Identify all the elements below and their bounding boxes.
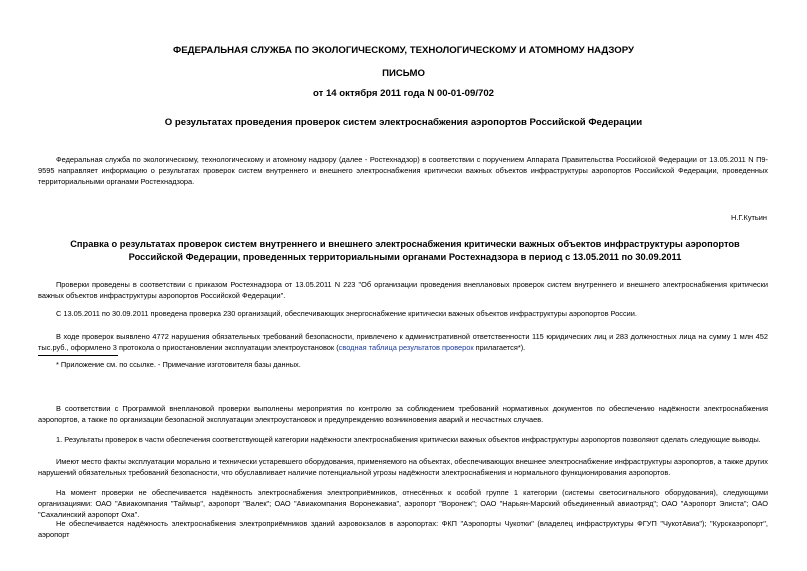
document-type: ПИСЬМО xyxy=(382,68,425,79)
paragraph-equipment: Имеют место факты эксплуатации морально и технически устаревшего оборудования, применяемого на объектах, обеспечивающих внешнее электроснабжение инфраструктуры аэропортов, а также других нарушений обязательных требований безопасности, что обуславливает наличие потенциальной угрозы надёжности электроснабжения и нормального функционирования аэропортов. xyxy=(38,457,768,477)
footnote-divider xyxy=(38,355,118,356)
signature: Н.Г.Кутьин xyxy=(731,213,767,222)
paragraph-orders: Проверки проведены в соответствии с приказом Ростехнадзора от 13.05.2011 N 223 "Об организации проведения внеплановых проверок систем внутреннего и внешнего электроснабжения критически важных объектов инфраструктуры аэропортов Российской Федерации". xyxy=(38,280,768,300)
violations-text: В ходе проверок выявлено 4772 нарушения обязательных требований безопасности, привлечено к административной ответственности 115 юридических лиц и 283 должностных лица на сумму 1 млн 452 тыс.руб., оформлено 3 протокола о приостановлении эксплуатации электроустановок ( xyxy=(38,332,768,352)
summary-table-link[interactable]: сводная таблица результатов проверок xyxy=(338,343,474,352)
paragraph-terminals: Не обеспечивается надёжность электроснабжения электроприёмников зданий аэровокзалов в аэропортах: ФКП "Аэропорты Чукотки" (владелец инфраструктуры ФГУП "ЧукотАвиа"); "Курскаэропорт", аэропорт xyxy=(38,519,768,539)
paragraph-reliability: На момент проверки не обеспечивается надёжность электроснабжения электроприёмников, отнесённых к особой группе 1 категории (системы светосигнального оборудования), следующими организациями: ОАО "Авиакомпания "Таймыр", аэропорт "Валек"; ОАО "Авиакомпания Воронежавиа", аэропорт "Воронеж"; ОАО "Нарьян-Марский объединенный авиаотряд"; ОАО "Аэропорт Элиста"; ОАО "Сахалинский аэропорт Оха". xyxy=(38,488,768,519)
reference-title: Справка о результатах проверок систем внутреннего и внешнего электроснабжения критически важных объектов инфраструктуры аэропортов Российской Федерации, проведенных территориальными органами Ростехнадзора в период с 13.05.2011 по 30.09.2011 xyxy=(70,239,740,262)
agency-heading: ФЕДЕРАЛЬНАЯ СЛУЖБА ПО ЭКОЛОГИЧЕСКОМУ, ТЕХНОЛОГИЧЕСКОМУ И АТОМНОМУ НАДЗОРУ xyxy=(173,45,634,56)
paragraph-scope: С 13.05.2011 по 30.09.2011 проведена проверка 230 организаций, обеспечивающих энергоснабжение критически важных объектов инфраструктуры аэропортов России. xyxy=(56,309,637,318)
document-subject: О результатах проведения проверок систем электроснабжения аэропортов Российской Федерации xyxy=(164,117,643,128)
paragraph-violations xyxy=(38,331,768,353)
footnote: * Приложение см. по ссылке. - Примечание изготовителя базы данных. xyxy=(56,360,301,369)
paragraph-program: В соответствии с Программой внеплановой проверки выполнены мероприятия по контролю за соблюдением требований нормативных документов по обеспечению надёжности электроснабжения аэропортов, а также по организации безопасной эксплуатации электроустановок и предупреждению возникновения аварий и несчастных случаев. xyxy=(38,404,768,424)
intro-paragraph: Федеральная служба по экологическому, технологическому и атомному надзору (далее - Ростехнадзор) в соответствии с поручением Аппарата Правительства Российской Федерации от 13.05.2011 N П9-9595 направляет информацию о результатах проверок систем внутреннего и внешнего электроснабжения критически важных объектов инфраструктуры аэропортов Российской Федерации, проведенных территориальными органами Ростехнадзора. xyxy=(38,155,768,186)
paragraph-conclusions: 1. Результаты проверок в части обеспечения соответствующей категории надёжности электроснабжения критически важных объектов инфраструктуры аэропортов позволяют сделать следующие выводы. xyxy=(56,435,761,444)
violations-text-tail: прилагается*). xyxy=(473,343,526,352)
document-date-number: от 14 октября 2011 года N 00-01-09/702 xyxy=(312,88,495,99)
